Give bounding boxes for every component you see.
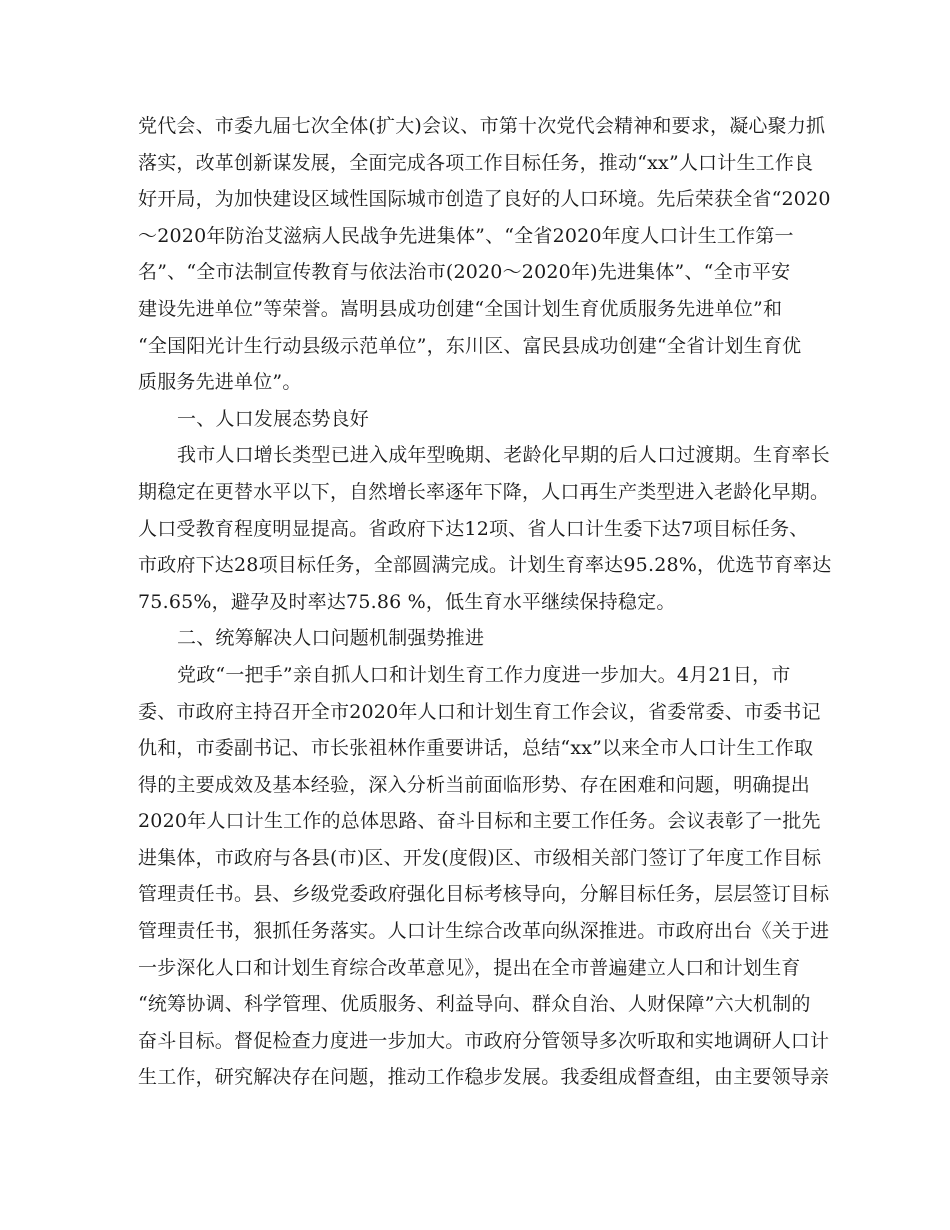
text-line: 建设先进单位”等荣誉。嵩明县成功创建“全国计划生育优质服务先进单位”和 xyxy=(138,297,783,320)
text-line: 75.65%，避孕及时率达75.86 %，低生育水平继续保持稳定。 xyxy=(138,590,676,613)
text-line: 一、人口发展态势良好 xyxy=(177,407,370,430)
text-line: “统筹协调、科学管理、优质服务、利益导向、群众自治、人财保障”六大机制的 xyxy=(138,993,811,1016)
text-line: 2020年人口计生工作的总体思路、奋斗目标和主要工作任务。会议表彰了一批先 xyxy=(138,810,821,833)
text-line: 期稳定在更替水平以下，自然增长率逐年下降，人口再生产类型进入老龄化早期。 xyxy=(138,480,830,503)
text-line: 奋斗目标。督促检查力度进一步加大。市政府分管领导多次听取和实地调研人口计 xyxy=(138,1029,830,1052)
text-line: 我市人口增长类型已进入成年型晚期、老龄化早期的后人口过渡期。生育率长 xyxy=(177,444,830,467)
text-line: 管理责任书。县、乡级党委政府强化目标考核导向，分解目标任务，层层签订目标 xyxy=(138,883,830,906)
text-line: 二、统筹解决人口问题机制强势推进 xyxy=(177,627,485,650)
text-line: 得的主要成效及基本经验，深入分析当前面临形势、存在困难和问题，明确提出 xyxy=(138,773,811,796)
text-line: 质服务先进单位”。 xyxy=(138,371,302,394)
text-line: 落实，改革创新谋发展，全面完成各项工作目标任务，推动“xx”人口计生工作良 xyxy=(138,151,814,174)
text-line: 党代会、市委九届七次全体(扩大)会议、市第十次党代会精神和要求，凝心聚力抓 xyxy=(138,115,826,137)
text-line: 生工作，研究解决存在问题，推动工作稳步发展。我委组成督查组，由主要领导亲 xyxy=(138,1066,830,1089)
text-line: 一步深化人口和计划生育综合改革意见》，提出在全市普遍建立人口和计划生育 xyxy=(138,956,801,979)
text-line: 仇和，市委副书记、市长张祖林作重要讲话，总结“xx”以来全市人口计生工作取 xyxy=(138,737,814,760)
text-line: 市政府下达28项目标任务，全部圆满完成。计划生育率达95.28%，优选节育率达 xyxy=(138,554,832,577)
text-line: 人口受教育程度明显提高。省政府下达12项、省人口计生委下达7项目标任务、 xyxy=(138,517,809,540)
text-line: 委、市政府主持召开全市2020年人口和计划生育工作会议，省委常委、市委书记 xyxy=(138,700,821,723)
text-line: 好开局，为加快建设区域性国际城市创造了良好的人口环境。先后荣获全省“2020 xyxy=(138,188,831,211)
document-page xyxy=(138,108,832,1096)
text-line: “全国阳光计生行动县级示范单位”，东川区、富民县成功创建“全省计划生育优 xyxy=(138,334,802,357)
text-line: 进集体，市政府与各县(市)区、开发(度假)区、市级相关部门签订了年度工作目标 xyxy=(138,846,822,869)
text-line: 党政“一把手”亲自抓人口和计划生育工作力度进一步加大。4月21日，市 xyxy=(177,663,791,686)
text-line: ～2020年防治艾滋病人民战争先进集体”、“全省2020年度人口计生工作第一 xyxy=(138,224,794,247)
text-line: 管理责任书，狠抓任务落实。人口计生综合改革向纵深推进。市政府出台《关于进 xyxy=(138,920,830,943)
text-line: 名”、“全市法制宣传教育与依法治市(2020～2020年)先进集体”、“全市平安 xyxy=(138,261,791,284)
